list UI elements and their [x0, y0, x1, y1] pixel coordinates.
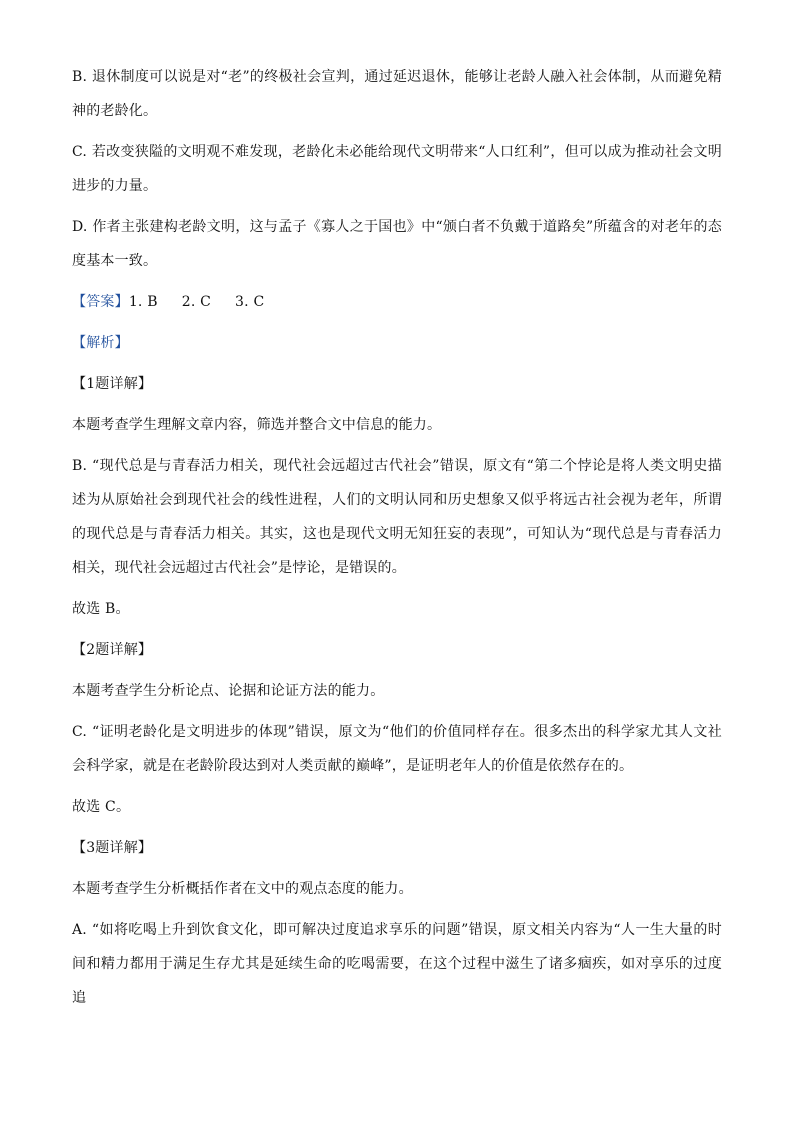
- answer-item-3: 3. C: [235, 294, 265, 310]
- q1-heading: 【1题详解】: [72, 376, 153, 392]
- option-b: B. 退休制度可以说是对“老”的终极社会宣判，通过延迟退休，能够让老龄人融入社会体制，从而避免精神的老龄化。: [72, 69, 722, 119]
- option-c: C. 若改变狭隘的文明观不难发现，老龄化未必能给现代文明带来“人口红利”，但可以成为推动社会文明进步的力量。: [72, 144, 722, 194]
- q3-heading: 【3题详解】: [72, 840, 153, 856]
- q1-conclusion: 故选 B。: [72, 601, 130, 617]
- answer-label: 【答案】: [72, 294, 129, 310]
- answer-line: [72, 285, 722, 319]
- q1-intro: 本题考查学生理解文章内容，筛选并整合文中信息的能力。: [72, 417, 442, 433]
- document-page: [72, 60, 722, 1022]
- q2-conclusion: 故选 C。: [72, 799, 131, 815]
- option-d: D. 作者主张建构老龄文明，这与孟子《寡人之于国也》中“颁白者不负戴于道路矣”所蕴含的对老年的态度基本一致。: [72, 219, 722, 269]
- q2-intro: 本题考查学生分析论点、论据和论证方法的能力。: [72, 683, 385, 699]
- q3-intro: 本题考查学生分析概括作者在文中的观点态度的能力。: [72, 881, 413, 897]
- q2-body: C. “证明老龄化是文明进步的体现”错误，原文为“他们的价值同样存在。很多杰出的科学家尤其人文社会科学家，就是在老龄阶段达到对人类贡献的巅峰”，是证明老年人的价值是依然存在的。: [72, 724, 722, 774]
- q1-body: B. “现代总是与青春活力相关，现代社会远超过古代社会”错误，原文有“第二个悖论是将人类文明史描述为从原始社会到现代社会的线性进程，人们的文明认同和历史想象又似乎将远古社会视为老年，所谓的现代总是与青春活力相关。其实，这也是现代文明无知狂妄的表现”，可知认为“现代总是与青春活力相关，现代社会远超过古代社会”是悖论，是错误的。: [72, 458, 722, 576]
- analysis-label: 【解析】: [72, 335, 129, 351]
- answer-item-2: 2. C: [181, 294, 212, 310]
- q2-heading: 【2题详解】: [72, 642, 153, 658]
- q3-body: A. “如将吃喝上升到饮食文化，即可解决过度追求享乐的问题”错误，原文相关内容为“人一生大量的时间和精力都用于满足生存尤其是延续生命的吃喝需要，在这个过程中滋生了诸多痼疾，如对享乐的过度追: [72, 922, 722, 1006]
- answer-item-1: 1. B: [128, 294, 158, 310]
